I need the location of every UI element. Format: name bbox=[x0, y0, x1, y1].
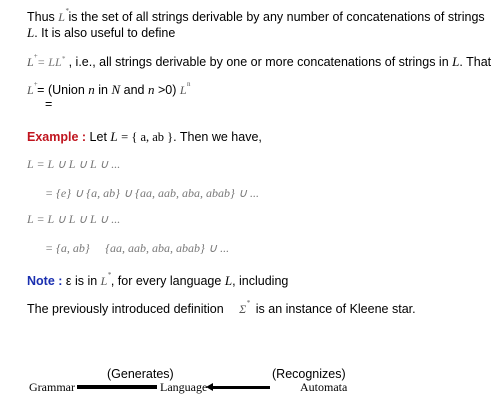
text: , i.e., all strings derivable by one or more concatenations of strings in bbox=[68, 55, 449, 69]
text: ε is in bbox=[65, 274, 98, 288]
text: = bbox=[45, 97, 53, 111]
term: = {a, ab} bbox=[45, 241, 90, 255]
text: . It is also useful to define bbox=[34, 26, 176, 40]
term: ∪ {aa, aab, aba, abab} bbox=[123, 186, 235, 200]
equation-l-star-expanded bbox=[45, 186, 259, 201]
text: Thus bbox=[27, 10, 55, 24]
para-2 bbox=[27, 52, 491, 70]
text: in bbox=[98, 83, 108, 97]
var-L: L bbox=[110, 129, 118, 144]
l-star-symbol: L * bbox=[58, 7, 69, 24]
text: >0) bbox=[157, 83, 177, 97]
var-L: L bbox=[27, 25, 35, 40]
kleene-line bbox=[27, 299, 416, 317]
text: Automata bbox=[300, 380, 348, 394]
term: ∪ ... bbox=[238, 186, 260, 200]
note-line bbox=[27, 273, 288, 289]
var-L: L bbox=[452, 54, 460, 69]
term: ∪ ... bbox=[208, 241, 230, 255]
diagram-automata bbox=[300, 380, 347, 395]
recognizes-arrow bbox=[212, 386, 270, 388]
var-L: L bbox=[224, 273, 233, 288]
example-label: Example : bbox=[27, 130, 87, 144]
l-plus-symbol: L + bbox=[27, 80, 38, 97]
diagram-language bbox=[160, 380, 207, 395]
equation-l-star bbox=[27, 157, 120, 172]
text: = (Union bbox=[37, 83, 85, 97]
set: = { a, ab } bbox=[121, 130, 174, 144]
l-plus-symbol: L + bbox=[27, 52, 38, 69]
para-1-line-1 bbox=[27, 7, 485, 25]
text: (Generates) bbox=[107, 367, 174, 381]
para-3-line-2 bbox=[45, 97, 52, 112]
term: {aa, aab, aba, abab} bbox=[105, 241, 205, 255]
equation-l-plus-expanded bbox=[45, 241, 229, 256]
var-n: n bbox=[147, 82, 155, 97]
text: The previously introduced definition bbox=[27, 302, 224, 316]
diagram-grammar bbox=[29, 380, 75, 395]
text: , for every language bbox=[110, 274, 222, 288]
var-n: n bbox=[88, 82, 95, 97]
para-1-line-2 bbox=[27, 25, 175, 41]
equation-text: L = L ∪ L ∪ L ∪ ... bbox=[27, 157, 121, 171]
l-n-symbol: L n bbox=[179, 80, 191, 97]
note-label: Note : bbox=[27, 274, 63, 288]
equation-l-plus bbox=[27, 212, 120, 227]
text: and bbox=[123, 83, 145, 97]
generates-arrow bbox=[77, 385, 157, 389]
text: (Recognizes) bbox=[272, 367, 346, 381]
text: Grammar bbox=[29, 380, 75, 394]
var-N: N bbox=[111, 82, 121, 97]
text: . Then we have, bbox=[173, 130, 262, 144]
text: Let bbox=[89, 130, 107, 144]
l-plus-definition: = LL* bbox=[37, 55, 66, 69]
example-line bbox=[27, 129, 262, 145]
text: is an instance of Kleene star. bbox=[255, 302, 416, 316]
text: . That bbox=[459, 55, 491, 69]
term: ∪ {a, ab} bbox=[74, 186, 120, 200]
text: is the set of all strings derivable by any number of concatenations of strings bbox=[68, 10, 485, 24]
l-star-symbol: L * bbox=[100, 271, 112, 288]
sigma-star-symbol: Σ * bbox=[239, 299, 251, 316]
term: = {e} bbox=[45, 186, 72, 200]
text: , including bbox=[232, 274, 289, 288]
equation-text: L = L ∪ L ∪ L ∪ ... bbox=[27, 212, 121, 226]
para-3-line-1 bbox=[27, 80, 191, 98]
text: Language bbox=[160, 380, 208, 394]
